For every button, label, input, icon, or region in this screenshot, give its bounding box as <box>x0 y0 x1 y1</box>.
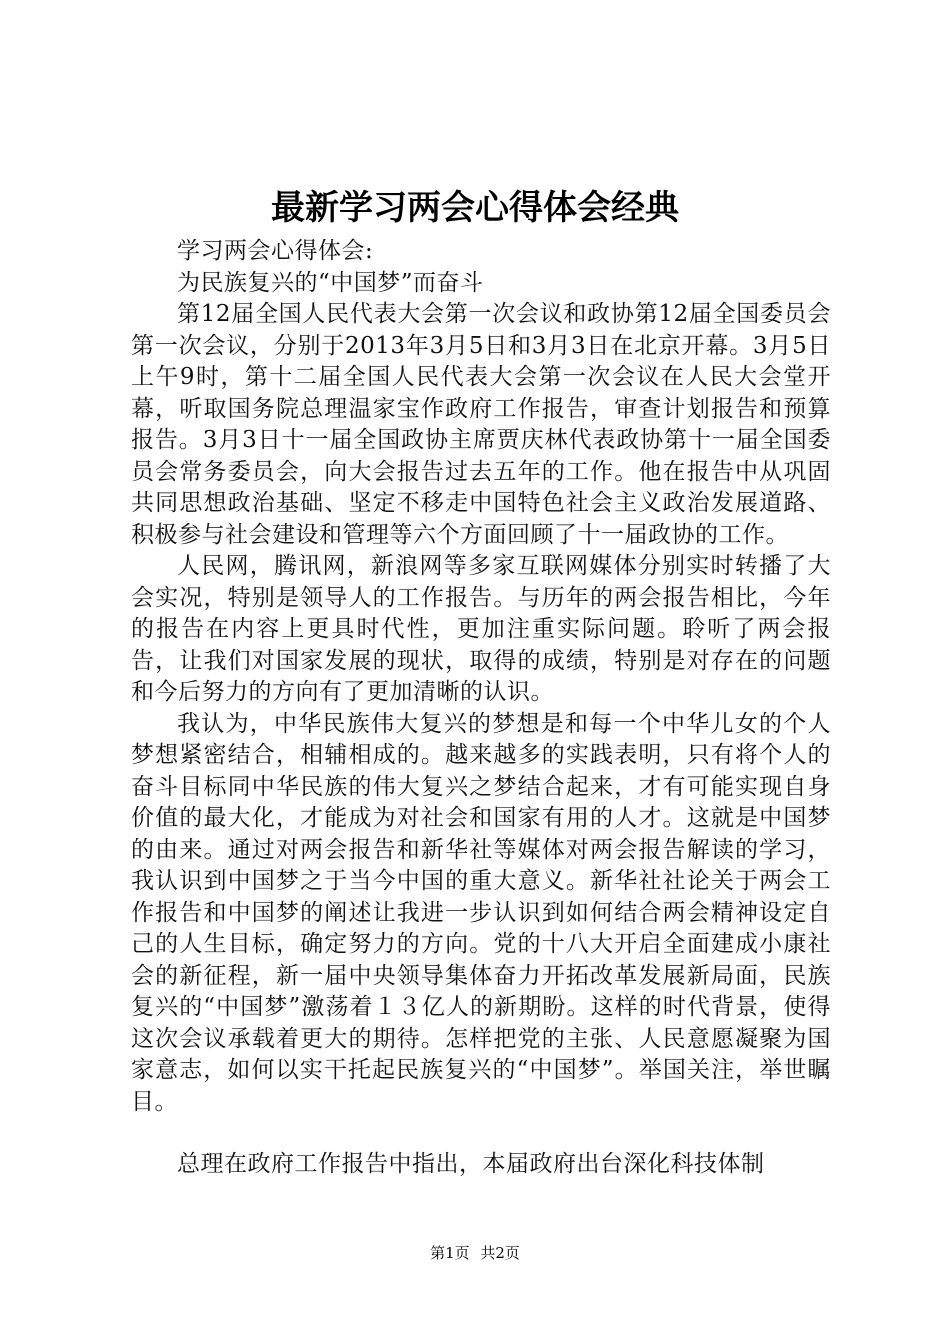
document-title: 最新学习两会心得体会经典 <box>271 188 679 228</box>
page-total: 共2页 <box>480 1244 520 1262</box>
paragraph-media-coverage: 人民网，腾讯网，新浪网等多家互联网媒体分别实时转播了大会实况，特别是领导人的工作报告。与历年的两会报告相比，今年的报告在内容上更具时代性，更加注重实际问题。聆听了两会报告，让我们对国家发展的现状，取得的成绩，特别是对存在的问题和今后努力的方向有了更加清晰的认识。 <box>131 553 831 705</box>
paragraph-chinese-dream: 我认为，中华民族伟大复兴的梦想是和每一个中华儿女的个人梦想紧密结合，相辅相成的。越来越多的实践表明，只有将个人的奋斗目标同中华民族的伟大复兴之梦结合起来，才有可能实现自身价值的最大化，才能成为对社会和国家有用的人才。这就是中国梦的由来。通过对两会报告和新华社等媒体对两会报告解读的学习，我认识到中国梦之于当今中国的重大意义。新华社社论关于两会工作报告和中国梦的阐述让我进一步认识到如何结合两会精神设定自己的人生目标，确定努力的方向。党的十八大开启全面建成小康社会的新征程，新一届中央领导集体奋力开拓改革发展新局面，民族复兴的“中国梦”激荡着１３亿人的新期盼。这样的时代背景，使得这次会议承载着更大的期待。怎样把党的主张、人民意愿凝聚为国家意志，如何以实干托起民族复兴的“中国梦”。举国关注，举世瞩目。 <box>131 710 831 1115</box>
paragraph-heading: 学习两会心得体会: <box>177 238 374 264</box>
paragraph-congress-overview: 第12届全国人民代表大会第一次会议和政协第12届全国委员会第一次会议，分别于2013年3月5日和3月3日在北京开幕。3月5日上午9时，第十二届全国人民代表大会第一次会议在人民大会堂开幕，听取国务院总理温家宝作政府工作报告，审查计划报告和预算报告。3月3日十一届全国政协主席贾庆林代表政协第十一届全国委员会常务委员会，向大会报告过去五年的工作。他在报告中从巩固共同思想政治基础、坚定不移走中国特色社会主义政治发展道路、积极参与社会建设和管理等六个方面回顾了十一届政协的工作。 <box>131 301 831 548</box>
paragraph-premier-report: 总理在政府工作报告中指出，本届政府出台深化科技体制 <box>177 1151 765 1177</box>
page-number: 第1页 <box>430 1244 470 1262</box>
paragraph-subheading: 为民族复兴的“中国梦”而奋斗 <box>177 269 484 296</box>
page-footer <box>0 1243 950 1263</box>
document-body <box>131 236 831 1181</box>
